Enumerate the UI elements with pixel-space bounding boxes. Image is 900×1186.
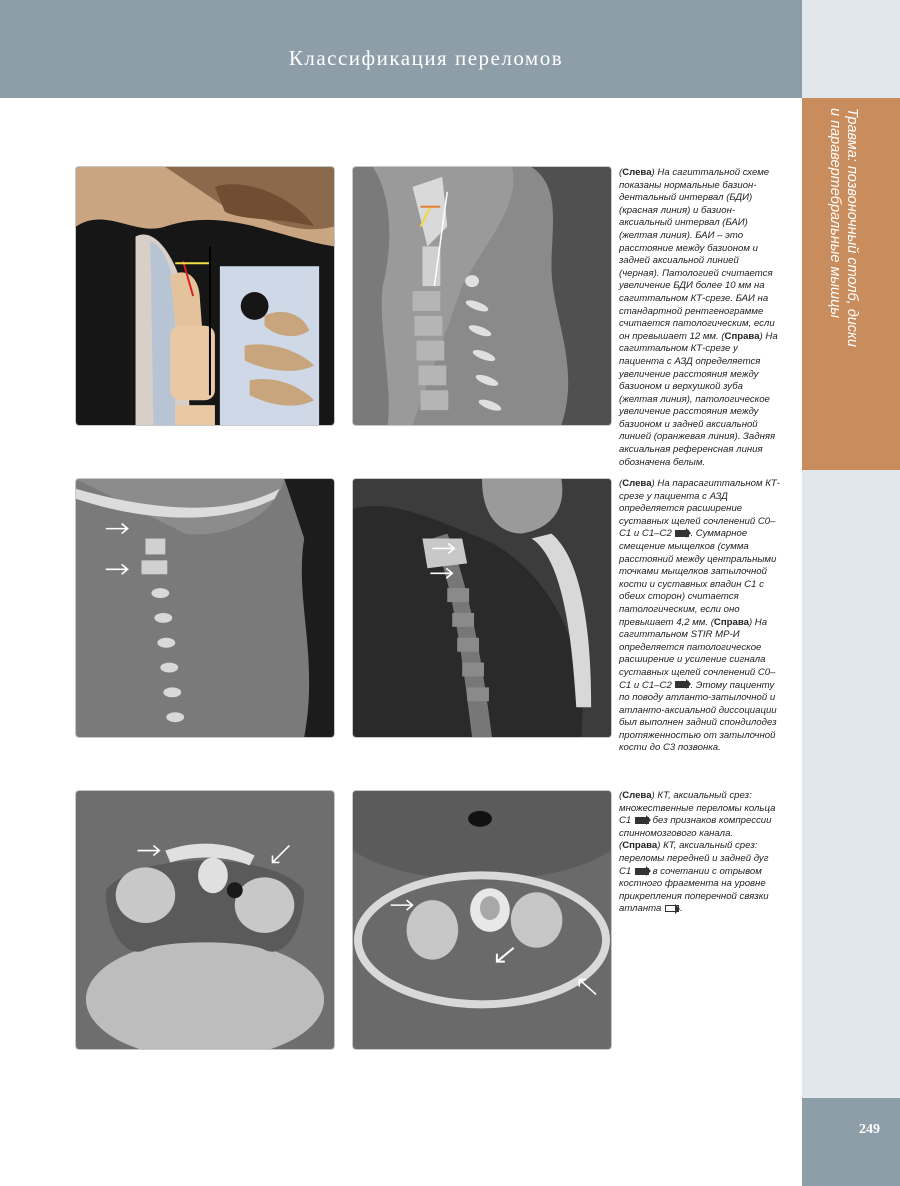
side-strip-bottom xyxy=(802,1098,900,1186)
open-arrow-icon xyxy=(665,905,679,912)
figure-axial-ct-right xyxy=(352,790,612,1050)
caption-row-2: (Слева) На парасагиттальном КТ-срезе у пациента с АЗД определяется расширение суставных щелей сочленений С0–С1 и С1–С2 . Суммарное смещение мыщелков (сумма расстояний между центральными точками мыщелков затылочной кости и суставных впадин С1 с обеих сторон) считается патологическим, если оно превышает 4,2 мм. (Справа) На сагиттальном STIR МР-И определяется патологическое расширение и усиление сигнала суставных щелей сочленений С0–С1 и С1–С2 . Этому пациенту по поводу атланто-затылочной и атланто-аксиальной диссоциации был выполнен задний спондилодез протяженностью от затылочной кости до С3 позвонка. xyxy=(619,478,780,754)
black-arrow-icon xyxy=(635,817,649,824)
black-arrow-icon xyxy=(675,530,689,537)
page-number: 249 xyxy=(859,1122,880,1137)
figure-sagittal-schematic xyxy=(75,166,335,426)
black-arrow-icon xyxy=(635,868,649,875)
figure-sagittal-mr xyxy=(352,478,612,738)
side-strip-top xyxy=(802,0,900,98)
black-arrow-icon xyxy=(675,681,689,688)
caption-row-3: (Слева) КТ, аксиальный срез: множественные переломы кольца С1 без признаков компрессии спинномозгового канала. (Справа) КТ, аксиальный срез: переломы передней и задней дуг С1 в сочетании с отрывом костного фрагмента на уровне прикрепления поперечной связки атланта . xyxy=(619,790,776,915)
page-title: Классификация переломов xyxy=(288,46,564,70)
caption-row-1: (Слева) На сагиттальной схеме показаны нормальные базион-дентальный интервал (БДИ) (красная линия) и базион-аксиальный интервал (БАИ) (желтая линия). БАИ – это расстояние между базионом и задней аксиальной линией (черная). Патологией считается увеличение БДИ более 10 мм на сагиттальном КТ-срезе. БАИ на стандартной рентгенограмме считается патологическим, если он превышает 12 мм. (Справа) На сагиттальном КТ-срезе у пациента с АЗД определяется увеличение расстояния между базионом и верхушкой зуба (желтая линия), патологическое увеличение расстояния между базионом и задней аксиальной линией (оранжевая линия). Задняя аксиальная референсная линия обозначена белым. xyxy=(619,167,778,468)
figure-axial-ct-left xyxy=(75,790,335,1050)
side-strip-middle xyxy=(802,470,900,1098)
figure-sagittal-ct xyxy=(352,166,612,426)
figure-parasagittal-ct xyxy=(75,478,335,738)
chapter-tab-label: Травма: позвоночный столб, диски и паравертебральные мышцы xyxy=(827,108,860,347)
